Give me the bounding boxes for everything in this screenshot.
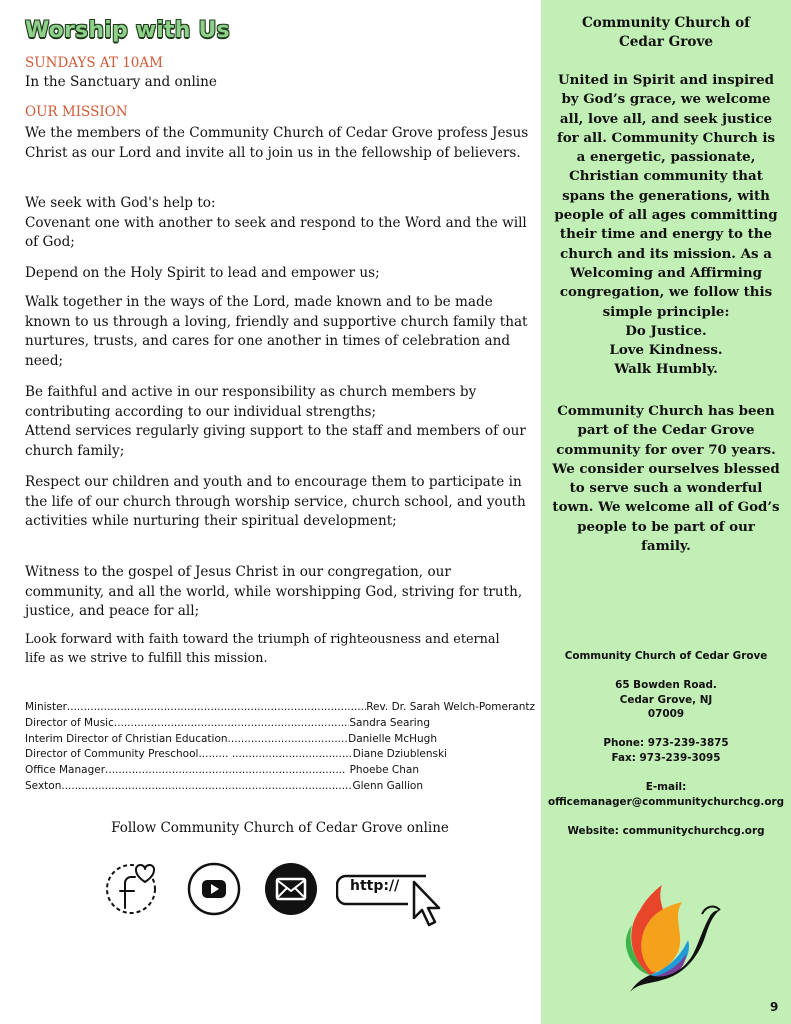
- follow-online-text: Follow Community Church of Cedar Grove online: [111, 820, 449, 836]
- mission-paragraph: We seek with God's help to: Covenant one with another to seek and respond to the Word and the will of God;: [25, 195, 527, 250]
- staff-row: Director of Music ..... Sandra Searing: [25, 716, 430, 732]
- mission-paragraph: Respect our children and youth and to encourage them to participate in the life of our church through worship service, church school, and youth activities while nurturing their spiritual development;: [25, 474, 526, 529]
- contact-address: 65 Bowden Road. Cedar Grove, NJ 07009: [615, 679, 717, 721]
- staff-row: Sexton ..... Glenn Gallion: [25, 779, 423, 795]
- contact-website[interactable]: Website: communitychurchcg.org: [567, 825, 765, 837]
- contact-email[interactable]: officemanager@communitychurchcg.org: [547, 796, 785, 808]
- sidebar-intro: United in Spirit and inspired by God’s grace, we welcome all, love all, and seek justice for all. Community Church is a energetic, passionate, Christian community that spans the generations, with people of all ages committing their time and energy to the church and its mission. As a Welcoming and Affirming congregation, we follow this simple principle: Do Justice. Love Kindness. Walk Humbly.: [554, 72, 778, 378]
- mission-paragraph: We the members of the Community Church of Cedar Grove profess Jesus Christ as our Lord and invite all to join us in the fellowship of believers.: [25, 125, 529, 161]
- youtube-icon[interactable]: [187, 860, 243, 920]
- staff-list: [25, 700, 535, 795]
- page-number: 9: [770, 1000, 779, 1014]
- mission-paragraph: Be faithful and active in our responsibility as church members by contributing according to our individual strengths; Attend services regularly giving support to the staff and members of our church family;: [25, 384, 526, 459]
- staff-row: Office Manager ..... Phoebe Chan: [25, 763, 419, 779]
- envelope-icon[interactable]: [264, 860, 320, 920]
- web-url-label: http://: [350, 878, 400, 894]
- facebook-heart-icon[interactable]: [105, 860, 161, 920]
- staff-row: Interim Director of Christian Education ..... Danielle McHugh: [25, 732, 437, 748]
- church-dove-logo: [610, 880, 725, 1000]
- sidebar-history: Community Church has been part of the Cedar Grove community for over 70 years. We consider ourselves blessed to serve such a wonderful town. We welcome all of God’s people to be part of our family.: [552, 403, 780, 555]
- cursor-arrow-icon: [336, 860, 446, 932]
- contact-phone: Phone: 973-239-3875: [603, 737, 729, 749]
- sundays-text: In the Sanctuary and online: [25, 74, 217, 90]
- mission-paragraph: Walk together in the ways of the Lord, made known and to be made known to us through a loving, friendly and supportive church family that nurtures, trusts, and cares for one another in times of celebration and need;: [25, 294, 528, 369]
- web-link[interactable]: [336, 860, 446, 932]
- sundays-label: SUNDAYS AT 10AM: [25, 55, 163, 71]
- mission-paragraph: Witness to the gospel of Jesus Christ in our congregation, our community, and all the world, while worshipping God, striving for truth, justice, and peace for all;: [25, 564, 523, 619]
- staff-row: Minister ..... Rev. Dr. Sarah Welch-Pomerantz: [25, 700, 535, 716]
- page-title: Worship with Us: [25, 18, 230, 43]
- contact-email-label: E-mail:: [645, 781, 687, 793]
- contact-fax: Fax: 973-239-3095: [611, 752, 721, 764]
- mission-label: OUR MISSION: [25, 104, 128, 120]
- contact-name: Community Church of Cedar Grove: [564, 650, 768, 662]
- staff-row: Director of Community Preschool......... ..... Diane Dziublenski: [25, 747, 447, 763]
- sidebar-heading: Community Church of Cedar Grove: [581, 15, 751, 50]
- mission-paragraph: Depend on the Holy Spirit to lead and empower us;: [25, 265, 380, 281]
- mission-paragraph: Look forward with faith toward the triumph of righteousness and eternal life as we strive to fulfill this mission.: [25, 632, 500, 666]
